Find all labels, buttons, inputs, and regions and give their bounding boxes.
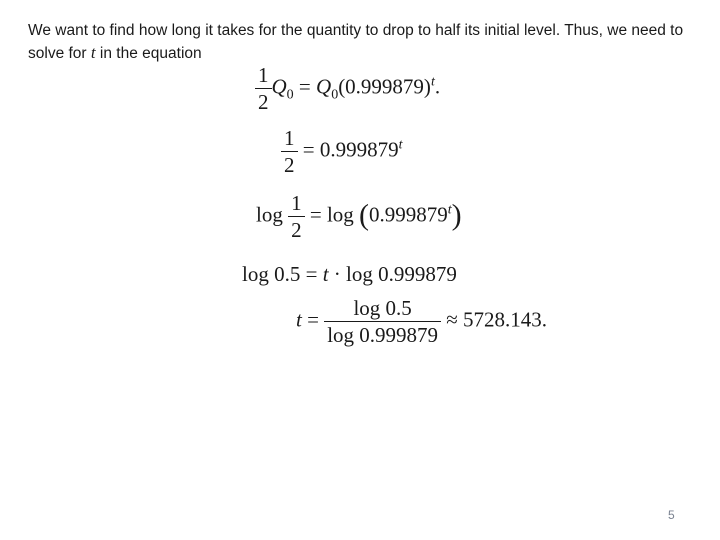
equation-1: $\frac{1}{2}$ $Q_0 = Q_0(0.999879)^t$. bbox=[255, 62, 440, 115]
intro-text-1: We want to find how long it takes for the quantity to drop to half its initial level. Thus, we need to solve for bbox=[28, 22, 684, 62]
equation-5: t = $\frac{\log 0.5}{\log 0.999879}$ ≈ 5728.143. bbox=[296, 296, 548, 347]
half-fraction: $\frac{1}{2}$ bbox=[255, 62, 272, 115]
page-number: 5 bbox=[668, 508, 675, 522]
equation-2: $\frac{1}{2}$ = $0.999879^t$ bbox=[281, 125, 402, 178]
intro-paragraph bbox=[28, 20, 708, 65]
intro-variable: t bbox=[90, 43, 96, 62]
half-fraction: $\frac{1}{2}$ bbox=[281, 125, 298, 178]
equation-4: log 0.5 = t · log 0.999879 bbox=[242, 262, 457, 286]
intro-text-2: in the equation bbox=[95, 45, 202, 62]
log-ratio-fraction: $\frac{\log 0.5}{\log 0.999879}$ bbox=[324, 295, 441, 348]
half-fraction: $\frac{1}{2}$ bbox=[288, 190, 305, 243]
equation-3: log $\frac{1}{2}$ = log (0.999879$^t$) bbox=[256, 191, 462, 242]
